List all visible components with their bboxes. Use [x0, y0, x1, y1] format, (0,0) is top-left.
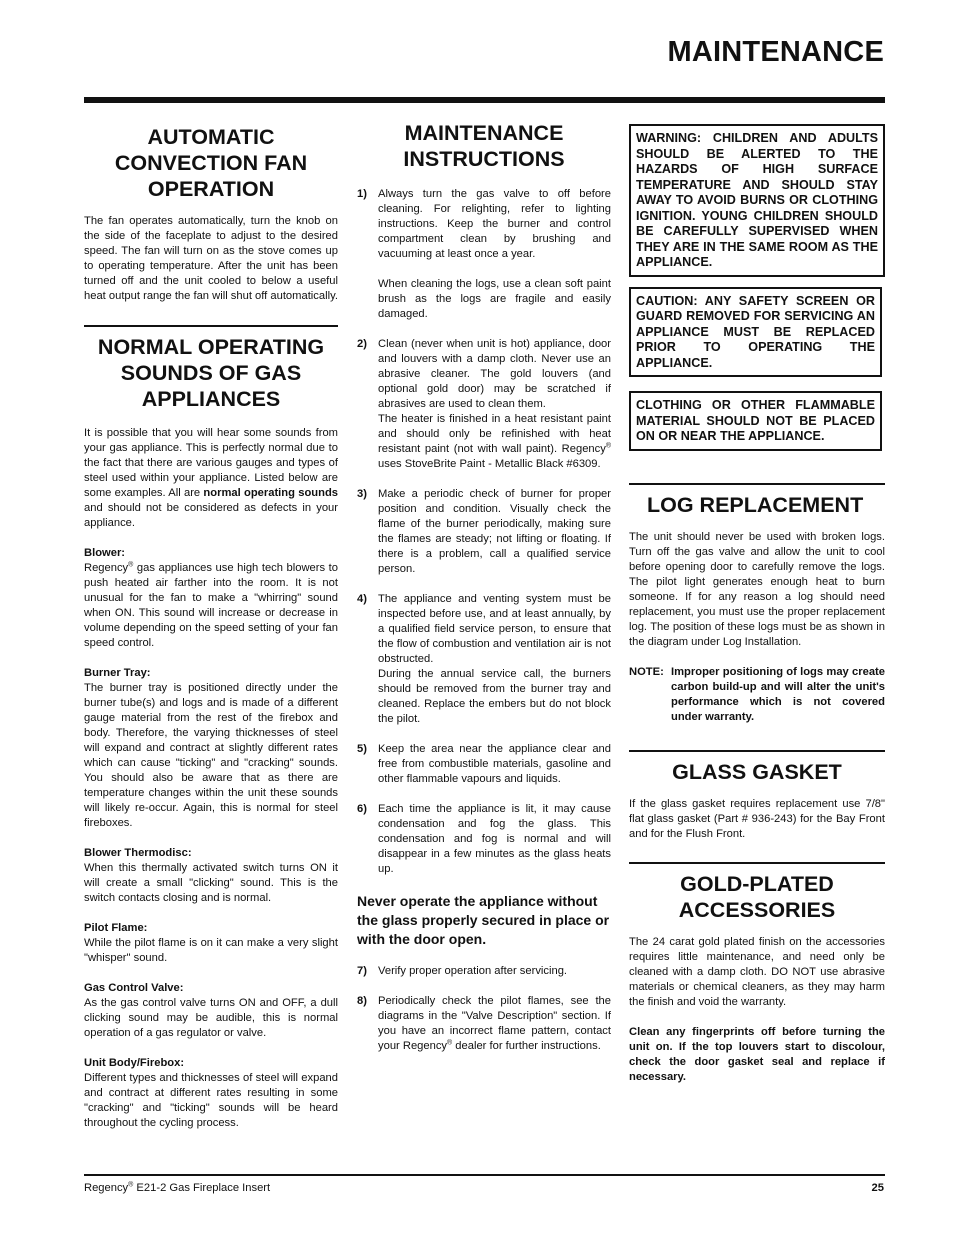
item-text: Verify proper operation after servicing. — [378, 965, 568, 977]
log-section-text: The unit should never be used with broken logs. Turn off the gas valve and allow the unit to cool before opening door to carefully remove the logs. The pilot light generates enough heat to burn someone. If for any reason a log should need replacement, you must use the proper replacement log. The position of these logs must be as shown in the diagram under Log Installation. — [629, 530, 885, 648]
item-number: 4) — [357, 593, 367, 605]
pilot-flame-text: While the pilot flame is on it can make a very slight "whisper" sound. — [84, 936, 338, 964]
list-item — [357, 592, 611, 727]
item-text: The appliance and venting system must be inspected before use, and at least annually, by a qualified field service person, to ensure that the flow of combustion and ventilation air is not obstructed. — [378, 593, 611, 665]
item-text-continued — [378, 412, 611, 472]
brand-name: Regency — [84, 1182, 129, 1194]
thermodisc-entry — [84, 846, 338, 906]
note-text: Improper positioning of logs may create carbon build-up and will alter the unit's performance which is not covered under warranty. — [671, 665, 885, 723]
paint-text-end: uses StoveBrite Paint - Metallic Black #6309. — [378, 458, 601, 470]
item-text: Make a periodic check of burner for proper position and condition. Visually check the flame of the burner periodically, making sure the flames are steady; not lifting or floating. If there is a problem, call a qualified service person. — [378, 488, 611, 575]
sounds-section-title: NORMAL OPERATING SOUNDS OF GAS APPLIANCES — [97, 334, 325, 411]
pilot-flame-heading: Pilot Flame: — [84, 921, 148, 934]
list-item — [357, 487, 611, 577]
item-text-continued: When cleaning the logs, use a clean soft paint brush as the logs are fragile and easily damaged. — [378, 278, 611, 320]
burner-tray-text: The burner tray is positioned directly under the burner tube(s) and logs and is made of a different gauge material from the rest of the firebox and body. Therefore, the varying thicknesses of steel will expand and contract at slightly different rates which can cause "ticking" and "cracking" sounds. You should also be aware that as there are temperature changes within the unit these sounds will likely re-occur. Again, this is normal for steel fireboxes. — [84, 681, 338, 829]
item-text: Clean (never when unit is hot) appliance, door and louvers with a damp cloth. Never use an abrasive cleaner. The gold louvers (and optional gold door) may be scratched if abrasives are used to clean them. — [378, 338, 611, 410]
sounds-intro-a: It is possible that you will hear some sounds from your gas appliance. This is perfectly normal due to the fact that there are various gauges and types of steel used within your appliance. Listed below are some examples. All are — [84, 426, 338, 499]
blower-text — [84, 561, 338, 651]
item-text: Always turn the gas valve to off before cleaning. For relighting, refer to lighting instructions. Keep the burner and control compartment clean by brushing and vacuuming at least once a year. — [378, 188, 611, 260]
blower-entry — [84, 546, 338, 651]
brand-name: Regency — [84, 561, 129, 574]
section-divider — [629, 483, 885, 485]
item-text — [378, 994, 611, 1054]
section-divider — [629, 862, 885, 864]
log-section-title: LOG REPLACEMENT — [647, 492, 864, 517]
middle-column — [357, 118, 611, 1054]
gas-valve-heading: Gas Control Valve: — [84, 981, 184, 994]
pilot-check-text: Periodically check the pilot flames, see the diagrams in the "Valve Description" section. If you have an incorrect flame pattern, contact your — [378, 995, 611, 1052]
instructions-title: MAINTENANCE INSTRUCTIONS — [403, 121, 565, 171]
burner-tray-heading: Burner Tray: — [84, 666, 151, 679]
thermodisc-heading: Blower Thermodisc: — [84, 846, 192, 859]
list-item — [357, 742, 611, 787]
item-text: Keep the area near the appliance clear and free from combustible materials, gasoline and other flammable vapours and liquids. — [378, 743, 611, 785]
section-divider — [84, 325, 338, 327]
gold-section-title: GOLD-PLATED ACCESSORIES — [678, 871, 836, 922]
gas-valve-text: As the gas control valve turns ON and OFF, a dull clicking sound may be audible, this is normal operation of a gas regulator or valve. — [84, 996, 338, 1039]
pilot-flame-entry — [84, 921, 338, 966]
registered-mark: ® — [128, 1181, 134, 1189]
sounds-intro — [84, 426, 338, 531]
item-number: 2) — [357, 338, 367, 350]
item-number: 5) — [357, 743, 367, 755]
list-item — [357, 337, 611, 472]
footer-divider — [84, 1174, 885, 1176]
note-label: NOTE: — [629, 665, 664, 678]
item-number: 6) — [357, 803, 367, 815]
gas-valve-entry — [84, 981, 338, 1041]
fan-section-text: The fan operates automatically, turn the knob on the side of the faceplate to adjust to the desired speed. The fan will turn on as the stove comes up to operating temperature. After the unit has been turned off and the unit cooled to below a useful heat output range the fan will shut off automatically. — [84, 215, 338, 302]
blower-heading: Blower: — [84, 546, 126, 559]
item-number: 7) — [357, 965, 367, 977]
section-divider — [629, 750, 885, 752]
page-number: 25 — [871, 1182, 884, 1194]
blower-body: gas appliances use high tech blowers to push heated air farther into the room. It is not unusual for the fan to make a "whirring" sound when ON. This sound will increase or decrease in volume depending on the speed setting of your fan speed control. — [84, 561, 338, 649]
left-column — [84, 118, 338, 1131]
gasket-section-title: GLASS GASKET — [672, 759, 842, 784]
gasket-section-text: If the glass gasket requires replacement use 7/8" flat glass gasket (Part # 936-243) for the Bay Front and for the Flush Front. — [629, 797, 885, 840]
right-column — [629, 124, 885, 1085]
paint-text: The heater is finished in a heat resistant paint and should only be refinished with heat resistant paint (not with wall paint). — [378, 413, 611, 455]
gold-section-text: The 24 carat gold plated finish on the accessories requires little maintenance, and need only be cleaned with a damp cloth. DO NOT use abrasive materials or chemical cleaners, as they may harm the finish and void the warranty. — [629, 935, 885, 1008]
flammable-material-warning-box: CLOTHING OR OTHER FLAMMABLE MATERIAL SHOULD NOT BE PLACED ON OR NEAR THE APPLIANCE. — [629, 391, 882, 451]
firebox-entry — [84, 1056, 338, 1131]
list-item — [357, 994, 611, 1054]
pilot-check-text-end: dealer for further instructions. — [452, 1040, 601, 1052]
registered-mark: ® — [128, 560, 134, 568]
children-warning-box: WARNING: CHILDREN AND ADULTS SHOULD BE ALERTED TO THE HAZARDS OF HIGH SURFACE TEMPERATURE AND SHOULD STAY AWAY TO AVOID BURNS OR CLOTHING IGNITION. YOUNG CHILDREN SHOULD BE CAREFULLY SUPERVISED WHEN THEY ARE IN THE SAME ROOM AS THE APPLIANCE. — [629, 124, 885, 277]
top-divider — [84, 97, 885, 103]
sounds-intro-b: and should not be considered as defects in your appliance. — [84, 501, 338, 529]
item-text-continued: During the annual service call, the burners should be removed from the burner tray and cleaned. Replace the embers but do not block the pilot. — [378, 668, 611, 725]
model-name: E21-2 Gas Fireplace Insert — [133, 1182, 271, 1194]
registered-mark: ® — [605, 442, 611, 450]
gold-section-bold-text: Clean any fingerprints off before turning the unit on. If the top louvers start to discolour, check the door gasket seal and replace if necessary. — [629, 1025, 885, 1083]
firebox-text: Different types and thicknesses of steel will expand and contract at different rates resulting in some "cracking" and "ticking" sounds will be heard throughout the cycling process. — [84, 1071, 338, 1129]
firebox-heading: Unit Body/Firebox: — [84, 1056, 185, 1069]
item-text: Each time the appliance is lit, it may cause condensation and fog the glass. This condensation and fog is normal and will disappear in a few minutes as the glass heats up. — [378, 803, 611, 875]
list-item — [357, 964, 611, 979]
item-number: 8) — [357, 995, 367, 1007]
safety-screen-caution-box: CAUTION: ANY SAFETY SCREEN OR GUARD REMOVED FOR SERVICING AN APPLIANCE MUST BE REPLACED PRIOR TO OPERATING THE APPLIANCE. — [629, 287, 882, 378]
glass-warning-text: Never operate the appliance without the glass properly secured in place or with the door open. — [357, 893, 610, 947]
log-note — [629, 665, 885, 725]
fan-section-title: AUTOMATIC CONVECTION FAN OPERATION — [114, 125, 308, 201]
brand-name: Regency — [402, 1040, 448, 1052]
item-number: 3) — [357, 488, 367, 500]
item-number: 1) — [357, 188, 367, 200]
registered-mark: ® — [447, 1039, 453, 1047]
burner-tray-entry — [84, 666, 338, 831]
thermodisc-text: When this thermally activated switch turns ON it will create a small "clicking" sound. This is the switch contacts closing and is normal. — [84, 861, 338, 904]
list-item — [357, 187, 611, 322]
page-title: MAINTENANCE — [667, 36, 884, 68]
sounds-intro-bold: normal operating sounds — [203, 486, 339, 499]
footer-product-name — [84, 1182, 270, 1194]
list-item — [357, 802, 611, 877]
brand-name: Regency — [561, 443, 606, 455]
